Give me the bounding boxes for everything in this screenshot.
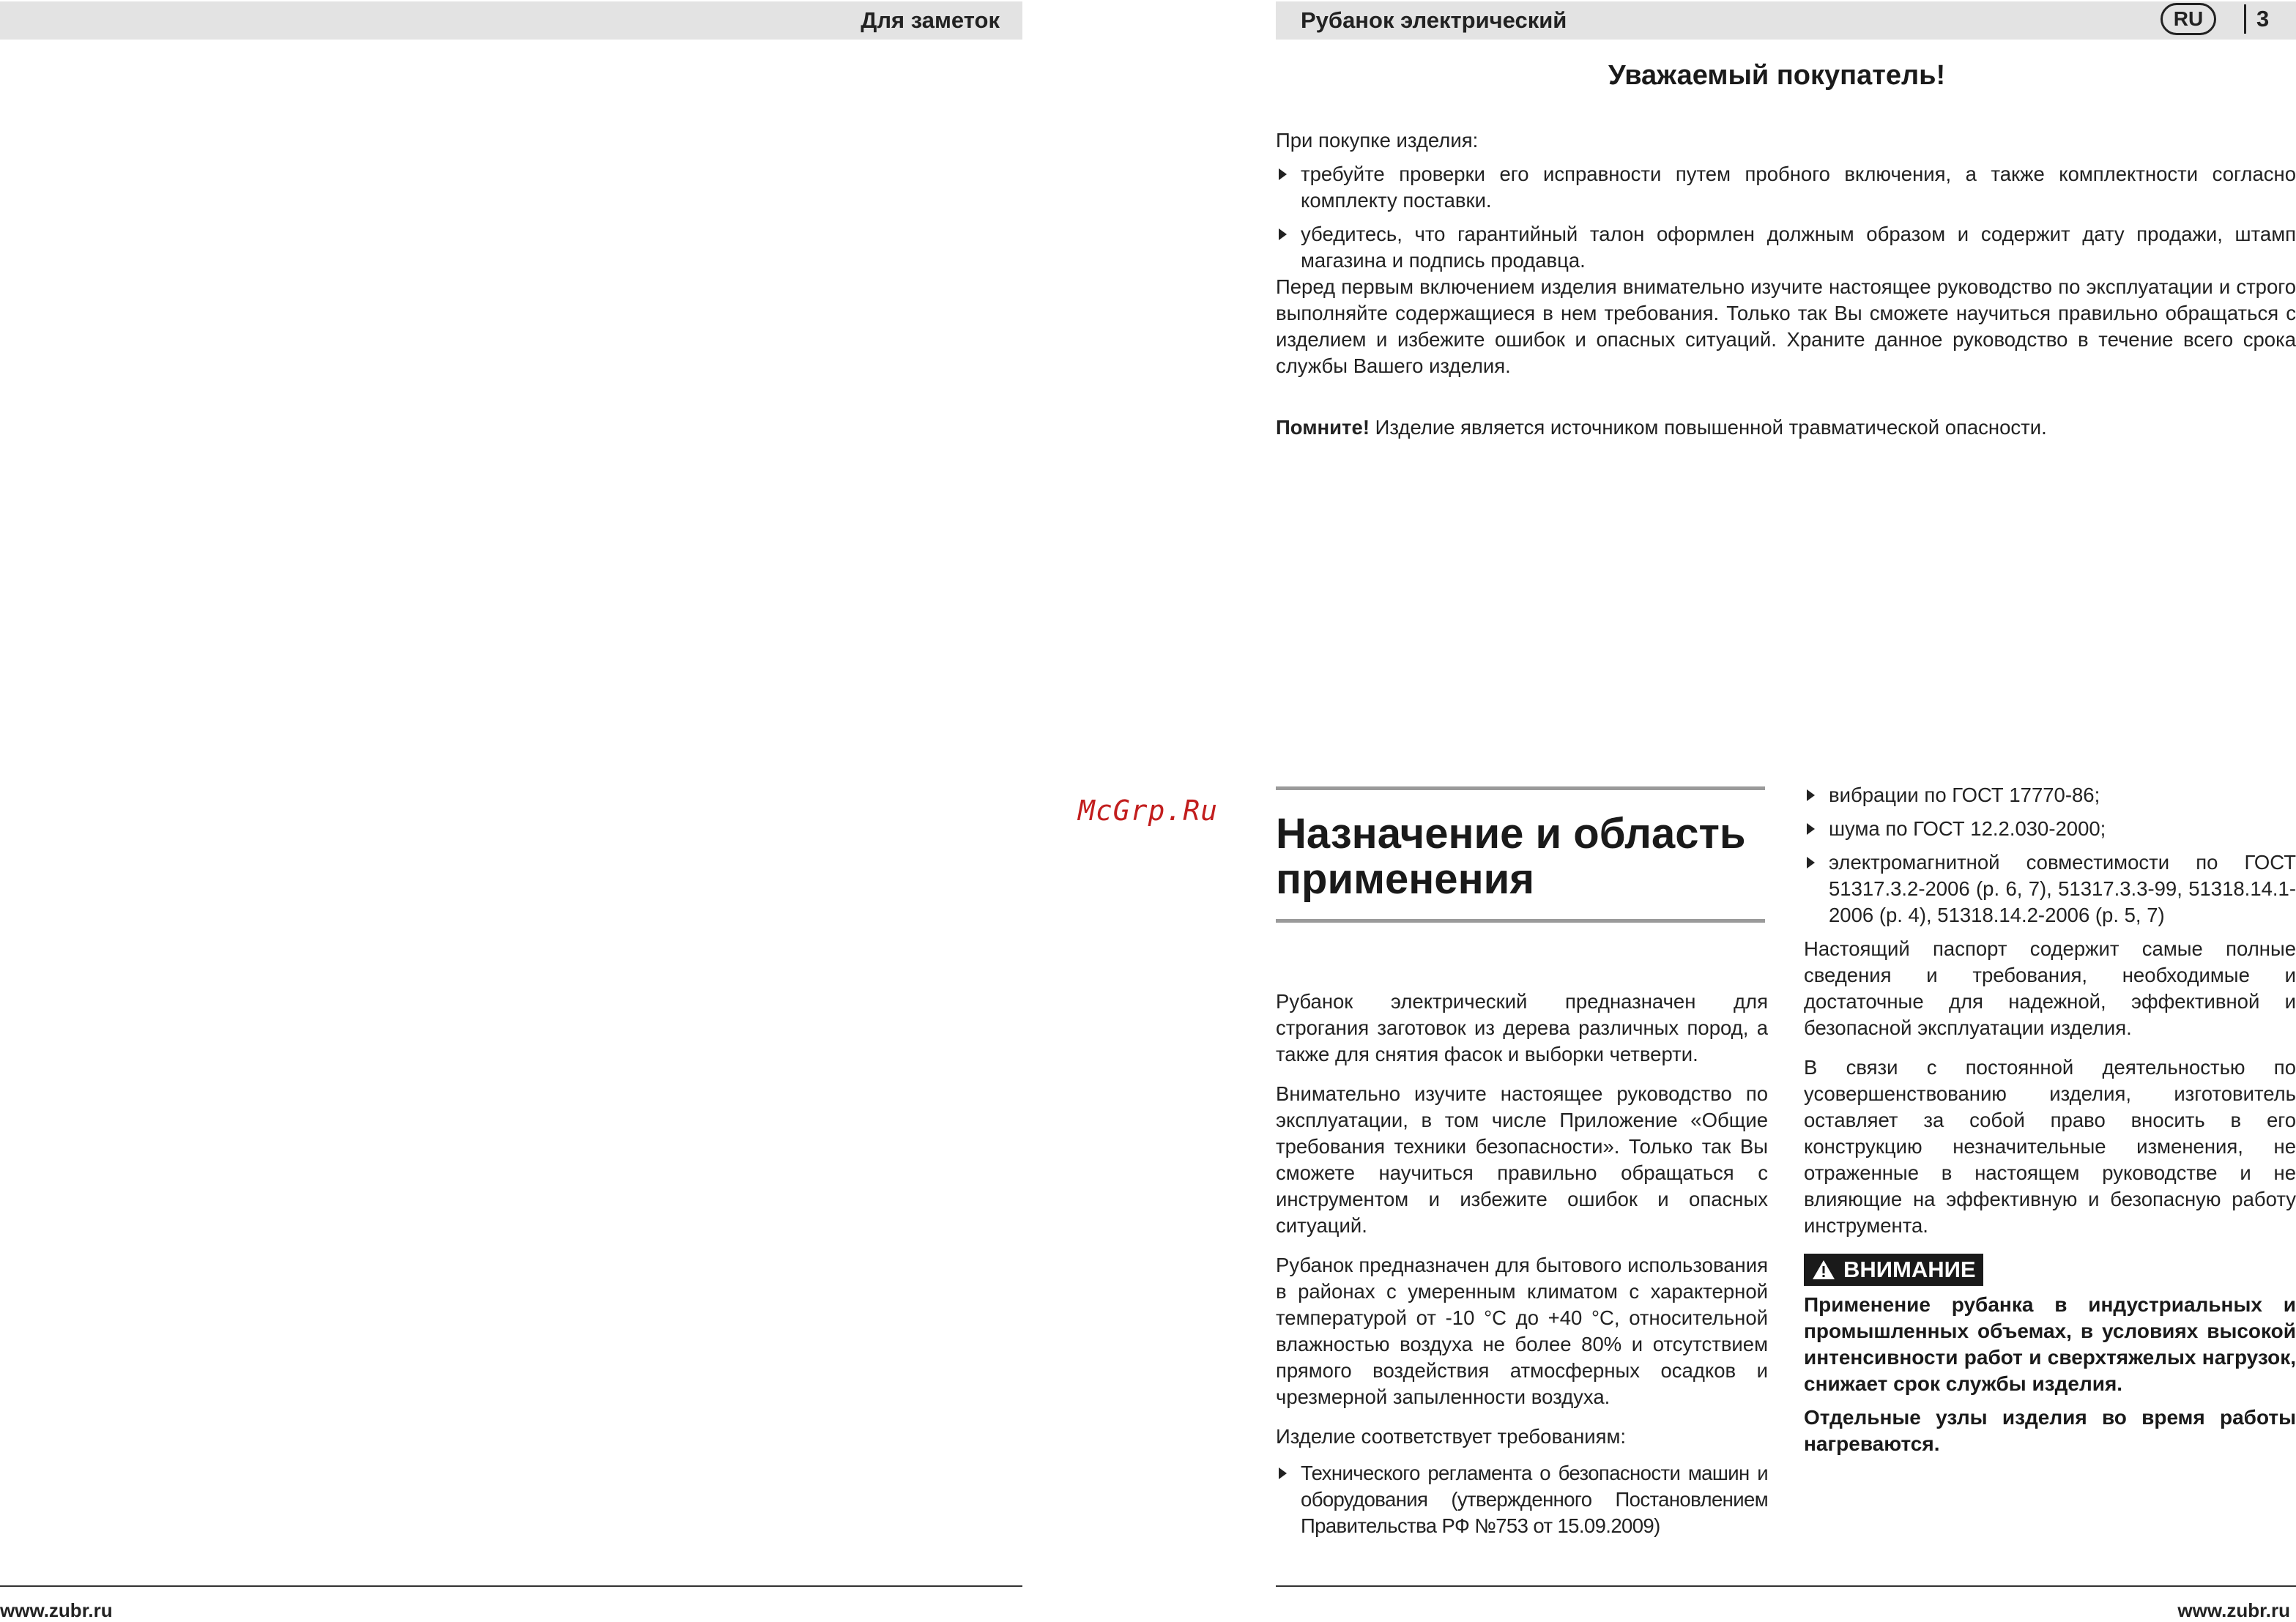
warning-text: Применение рубанка в индустриальных и промышленных объемах, в условиях высокой интенсивности работ и сверхтяжелых нагрузок, снижает срок службы изделия. [1804,1293,2296,1395]
section-title-rule-top [1276,786,1765,790]
right-header-title: Рубанок электрический [1301,7,1567,33]
col1-bullet: Технического регламента о безопасности машин и оборудования (утвержденного Постановлением Правительства РФ №753 от 15.09.2009) [1276,1460,1768,1539]
page-number: 3 [2244,4,2269,34]
col1-paragraph: Рубанок электрический предназначен для строгания заготовок из дерева различных пород, а также для снятия фасок и выборки четверти. [1276,990,1768,1065]
language-badge: RU [2161,3,2216,35]
section-title: Назначение и область применения [1276,810,1746,903]
greeting-bullet: требуйте проверки его исправности путем пробного включения, а также комплектности согласно комплекту поставки. [1276,161,2296,214]
column-1 [1276,989,1768,1539]
warning-badge [1804,1254,1983,1286]
greeting-intro: При покупке изделия: [1276,129,1479,152]
col2-bullet: вибрации по ГОСТ 17770-86; [1804,782,2296,808]
left-footer-link[interactable]: www.zubr.ru [0,1599,113,1621]
remember-label: Помните! [1276,416,1370,439]
greeting-block [1276,127,2296,441]
warning-text: Отдельные узлы изделия во время работы нагреваются. [1804,1406,2296,1455]
warning-label: ВНИМАНИЕ [1843,1257,1976,1282]
greeting-title: Уважаемый покупатель! [1608,60,1946,91]
col2-bullet: электромагнитной совместимости по ГОСТ 51317.3.2-2006 (р. 6, 7), 51317.3.3-99, 51318.14.1-2006 (р. 4), 51318.14.2-2006 (р. 5, 7) [1804,849,2296,929]
col1-paragraph: Внимательно изучите настоящее руководство по эксплуатации, в том числе Приложение «Общие требования техники безопасности». Только так Вы сможете научиться правильно обращаться с инструментом и избежите ошибок и опасных ситуаций. [1276,1082,1768,1237]
section-title-rule-bottom [1276,919,1765,923]
right-footer-rule [1276,1585,2296,1587]
left-header-title: Для заметок [861,7,1000,33]
column-2 [1804,782,2296,1457]
greeting-bullet: убедитесь, что гарантийный талон оформлен должным образом и содержит дату продажи, штамп магазина и подпись продавца. [1276,221,2296,274]
watermark: McGrp.Ru [1078,795,1219,827]
col1-paragraph: Изделие соответствует требованиям: [1276,1425,1627,1448]
col1-paragraph: Рубанок предназначен для бытового использования в районах с умеренным климатом с характерной температурой от -10 °С до +40 °С, относительной влажностью воздуха не более 80% и отсутствием прямого воздействия атмосферных осадков и чрезмерной запыленности воздуха. [1276,1254,1768,1408]
col2-paragraph: В связи с постоянной деятельностью по усовершенствованию изделия, изготовитель оставляет за собой право вносить в его конструкцию незначительные изменения, не отраженные в настоящем руководстве и не влияющие на эффективную и безопасную работу инструмента. [1804,1056,2296,1237]
greeting-paragraph: Перед первым включением изделия внимательно изучите настоящее руководство по эксплуатации и строго выполняйте содержащиеся в нем требования. Только так Вы сможете научиться правильно обращаться с изделием и избежите ошибок и опасных ситуаций. Храните данное руководство в течение всего срока службы Вашего изделия. [1276,275,2296,377]
right-footer-link[interactable]: www.zubr.ru [2177,1599,2290,1621]
warning-icon [1811,1259,1836,1281]
left-footer-rule [0,1585,1022,1587]
col2-paragraph: Настоящий паспорт содержит самые полные сведения и требования, необходимые и достаточные для надежной, эффективной и безопасной эксплуатации изделия. [1804,937,2296,1039]
remember-line [1276,414,2296,441]
col2-bullet: шума по ГОСТ 12.2.030-2000; [1804,816,2296,842]
remember-text: Изделие является источником повышенной травматической опасности. [1369,416,2047,439]
